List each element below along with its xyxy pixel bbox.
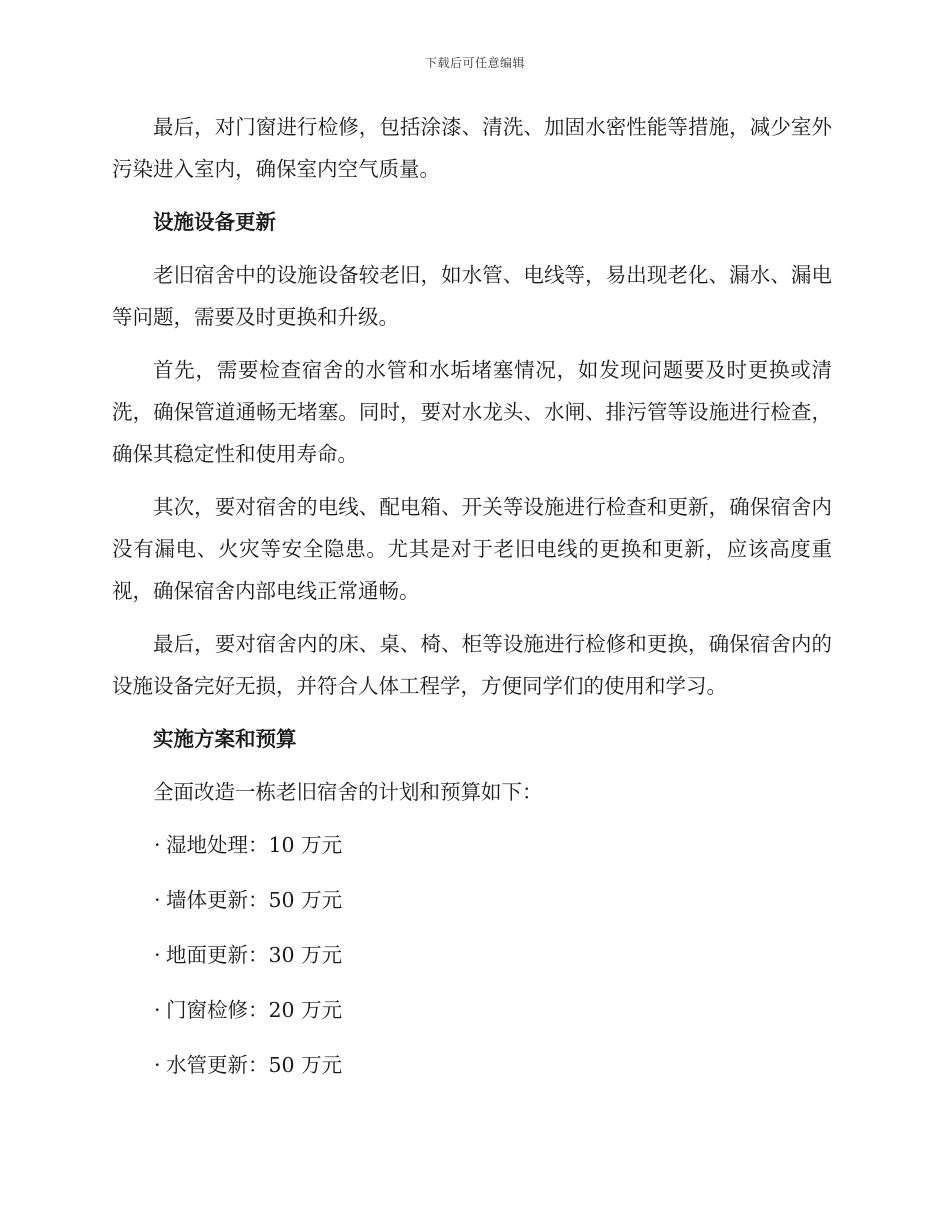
budget-item-text: 湿地处理：10 万元	[166, 833, 343, 857]
bullet-dot: ·	[154, 943, 161, 967]
bullet-dot: ·	[154, 1053, 161, 1077]
budget-item-text: 门窗检修：20 万元	[166, 998, 343, 1022]
budget-item	[112, 934, 832, 976]
bullet-dot: ·	[154, 888, 161, 912]
document-body	[112, 106, 832, 1099]
heading-facility-update: 设施设备更新	[153, 210, 276, 234]
bullet-dot: ·	[154, 833, 161, 857]
paragraph-budget-intro: 全面改造一栋老旧宿舍的计划和预算如下：	[153, 780, 543, 804]
paragraph-furniture: 最后，要对宿舍内的床、桌、椅、柜等设施进行检修和更换，确保宿舍内的设施设备完好无损，并符合人体工程学，方便同学们的使用和学习。	[112, 632, 832, 698]
paragraph-water-pipes: 首先，需要检查宿舍的水管和水垢堵塞情况，如发现问题要及时更换或清洗，确保管道通畅无堵塞。同时，要对水龙头、水闸、排污管等设施进行检查，确保其稳定性和使用寿命。	[112, 358, 832, 466]
budget-item	[112, 989, 832, 1031]
page-header: 下载后可任意编辑	[424, 56, 525, 70]
paragraph-electrical: 其次，要对宿舍的电线、配电箱、开关等设施进行检查和更新，确保宿舍内没有漏电、火灾等安全隐患。尤其是对于老旧电线的更换和更新，应该高度重视，确保宿舍内部电线正常通畅。	[112, 495, 832, 603]
budget-item	[112, 824, 832, 866]
budget-item-text: 地面更新：30 万元	[166, 943, 343, 967]
budget-item-text: 墙体更新：50 万元	[166, 888, 343, 912]
heading-plan-budget: 实施方案和预算	[153, 727, 297, 751]
paragraph-facility-intro: 老旧宿舍中的设施设备较老旧，如水管、电线等，易出现老化、漏水、漏电等问题，需要及时更换和升级。	[112, 263, 832, 329]
budget-item-text: 水管更新：50 万元	[166, 1053, 343, 1077]
bullet-dot: ·	[154, 998, 161, 1022]
budget-item	[112, 1044, 832, 1086]
budget-item	[112, 879, 832, 921]
paragraph-door-window-repair: 最后，对门窗进行检修，包括涂漆、清洗、加固水密性能等措施，减少室外污染进入室内，确保室内空气质量。	[112, 115, 832, 181]
